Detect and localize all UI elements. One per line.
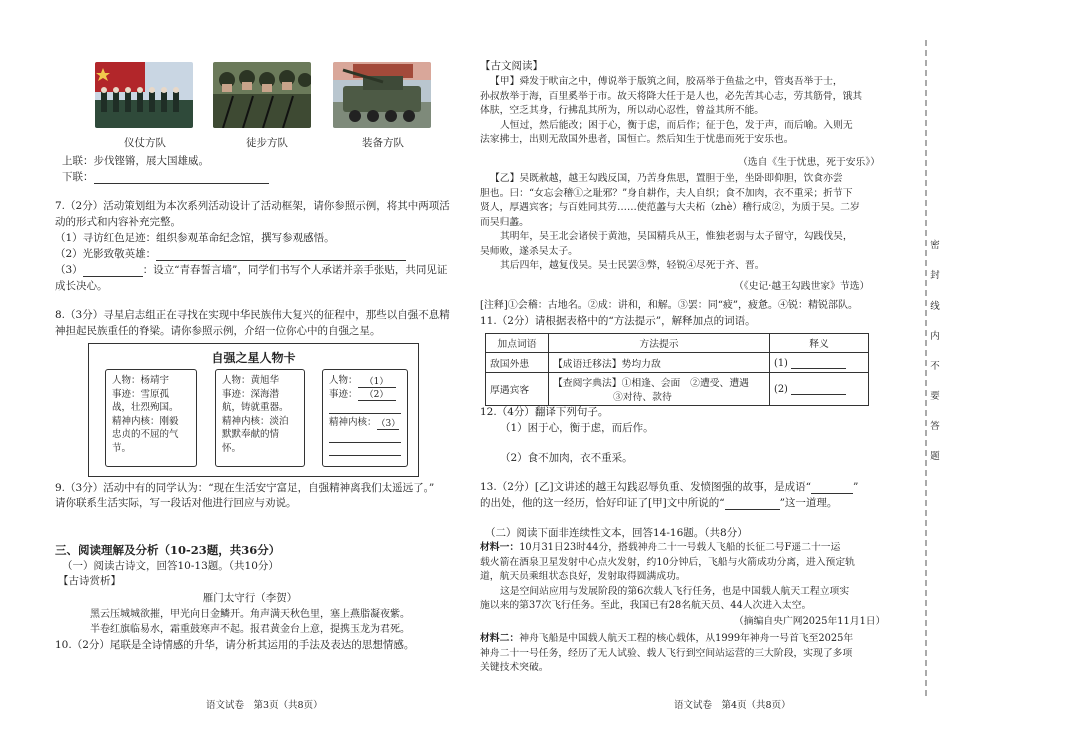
q13-line-2-text: 的出处，他的这一经历，恰好印证了[甲]文中所说的“: [480, 497, 725, 509]
card-3-spirit-row: [329, 416, 401, 430]
m1-line-1: [480, 541, 855, 556]
m2-label: 材料二：: [480, 633, 520, 644]
text-yi: [480, 172, 860, 274]
q9-stem-2: 请你联系生活实际，写一段话对他进行回应与劝说。: [55, 497, 297, 509]
seal-char: 题: [930, 451, 940, 462]
card-1-spirit-3: 节。: [112, 442, 132, 454]
answer-2-label: (2): [774, 384, 788, 395]
m2-line-1-text: 神舟飞船是中国载人航天工程的核心载体，从1999年神舟一号首飞至2025年: [519, 633, 854, 644]
q8-stem-1: 8.（3分）寻星启志组正在寻找在实现中华民族伟大复兴的征程中，那些以自强不息精: [55, 309, 450, 321]
yi-line-6: 吴师败，遂杀吴太子。: [480, 245, 578, 257]
q10-stem: 10.（2分）尾联是全诗情感的升华，请分析其运用的手法及表达的思想情感。: [55, 639, 415, 651]
q13-principle-blank[interactable]: [725, 498, 780, 510]
jia-line-2: 孙叔敖举于海，百里奚举于市。故天将降大任于是人也，必先苦其心志，劳其筋骨，饿其: [480, 90, 863, 102]
table-row: [486, 373, 869, 406]
table-header-meaning: 释义: [770, 334, 869, 353]
seal-char: 线: [930, 301, 940, 312]
table-row: [486, 353, 869, 373]
card-2-spirit-3: 怀。: [222, 442, 242, 454]
m1-line-1-text: 10月31日23时44分，搭载神舟二十一号载人飞船的长征二号F遥二十一运: [519, 542, 841, 553]
section-3-heading: 三、阅读理解及分析（10-23题，共36分）: [55, 543, 281, 557]
table-cell-method-2-line-1: 【查阅字典法】①相逢、会面 ②遭受、遭遇: [553, 378, 749, 389]
card-title: 自强之星人物卡: [211, 351, 296, 365]
caption-honor-guard: 仪仗方队: [124, 137, 166, 149]
q7-item-3-text: ：设立“青春誓言墙”，同学们书写个人承诺并亲手张贴，共同见证: [142, 264, 448, 276]
m1-line-4: 这是空间站应用与发展阶段的第6次载人飞行任务，也是中国载人航天工程立项实: [500, 585, 850, 597]
text-jia: [480, 75, 862, 148]
table-header-method: 方法提示: [549, 334, 770, 353]
yi-label: 【乙】: [490, 173, 520, 184]
poem-line-2: 半卷红旗临易水，霜重鼓寒声不起。报君黄金台上意，提携玉龙为君死。: [90, 624, 410, 635]
m2-line-2: 神舟二十一号任务，经历了无人试验、载人飞行到空间站运营的三大阶段，实现了多项: [480, 647, 853, 659]
card-1-name: 人物：杨靖宇: [112, 375, 170, 386]
poem-line-1: 黑云压城城欲摧，甲光向日金鳞开。角声满天秋色里，塞上燕脂凝夜紫。: [90, 609, 410, 620]
q7-item-3-blank[interactable]: [83, 265, 143, 277]
answer-1-blank[interactable]: [791, 357, 846, 369]
m2-line-3: 关键技术突破。: [480, 662, 549, 673]
jia-source: （选自《生于忧患，死于安乐》）: [738, 157, 881, 168]
table-cell-meaning-2[interactable]: [770, 373, 869, 406]
card-2-spirit-2: 默默奉献的情: [222, 429, 280, 440]
card-3-spirit-blank[interactable]: （3）: [376, 418, 401, 429]
q13-line-1: [480, 481, 858, 494]
yi-source: （《史记·越王勾践世家》节选）: [734, 281, 870, 292]
table-cell-word-1: 敌国外患: [486, 353, 549, 373]
m2-line-1: [480, 632, 853, 647]
card-3-deed-label: 事迹：: [329, 388, 358, 400]
q12-stem: 12.（4分）翻译下列句子。: [480, 406, 609, 418]
m1-source: （摘编自央广网2025年11月1日）: [734, 616, 886, 627]
jia-line-1: [480, 75, 862, 90]
sub-section-2: （二）阅读下面非连续性文本，回答14-16题。（共8分）: [485, 527, 748, 539]
card-1-spirit-2: 忠贞的不屈的气: [112, 429, 179, 440]
jia-line-4: 人恒过，然后能改；困于心，衡于虑，而后作；征于色，发于声，而后喻。入则无: [500, 119, 853, 131]
yi-line-4: 而吴归蠡。: [480, 216, 529, 228]
couplet-up: 上联：步伐铿锵，展大国雄威。: [62, 155, 209, 167]
jia-label: 【甲】: [490, 76, 520, 87]
q7-stem-2: 动的形式和内容补充完整。: [55, 216, 181, 228]
couplet-down-blank[interactable]: [94, 172, 269, 184]
yi-line-7: 其后四年，越复伐吴。吴士民罢③弊，轻锐④尽死于齐、晋。: [500, 260, 765, 271]
q13-line-1-text: 13.（2分）[乙]文讲述的越王勾践忍辱负重、发愤图强的故事，是成语“: [480, 481, 811, 493]
seal-char: 封: [930, 270, 940, 281]
card-3-spirit-line-2[interactable]: [329, 443, 401, 456]
classical-tag: 【古文阅读】: [480, 60, 543, 72]
answer-1-label: (1): [774, 357, 788, 369]
card-3-deed-blank[interactable]: （2）: [358, 389, 396, 401]
m1-label: 材料一：: [480, 542, 520, 553]
table-cell-method-2: [549, 373, 770, 406]
footer-left: 语文试卷 第3页（共8页）: [206, 700, 323, 711]
poem-title: 雁门太守行（李贺）: [202, 592, 298, 604]
card-1-spirit: 精神内核：刚毅: [112, 415, 179, 427]
strong-star-card: [88, 343, 419, 477]
card-3-name-blank[interactable]: （1）: [358, 376, 396, 388]
yi-line-3: 贤人，厚遇宾客；与百姓同其劳……使范蠡与大夫柘（zhè）稽行成②，为质于吴。二岁: [480, 202, 860, 213]
table-cell-word-2: 厚遇宾客: [486, 373, 549, 406]
seal-char: 要: [930, 391, 940, 402]
card-2-deed-2: 航，铸就重器。: [222, 402, 289, 413]
q7-item-3: [55, 264, 447, 277]
card-3-name-label: 人物：: [329, 375, 358, 386]
couplet-down: [62, 171, 269, 184]
card-3-deed-row: [329, 388, 401, 402]
q12-item-1: （1）困于心，衡于虑，而后作。: [500, 422, 654, 434]
card-3-spirit-label: 精神内核：: [329, 417, 377, 428]
material-1: [480, 541, 855, 614]
yi-line-1-text: 吴既赦越，越王勾践反国，乃苦身焦思，置胆于坐，坐卧即仰胆，饮食亦尝: [519, 173, 843, 184]
m1-line-2: 载火箭在酒泉卫星发射中心点火发射，约10分钟后，飞船与火箭成功分离，进入预定轨: [480, 556, 855, 568]
m1-line-3: 道，航天员乘组状态良好，发射取得圆满成功。: [480, 571, 686, 582]
q8-stem-2: 神担起民族重任的脊梁。请你参照示例，介绍一位你心中的自强之星。: [55, 325, 381, 337]
seal-line-strip: [922, 40, 944, 700]
q11-stem: 11.（2分）请根据表格中的“方法提示”，解释加点的词语。: [480, 315, 756, 327]
couplet-down-label: 下联：: [62, 171, 94, 183]
card-3-spirit-line-1[interactable]: [329, 430, 401, 443]
table-cell-method-2-line-2: ③对待、款待: [613, 392, 672, 403]
q13-idiom-blank[interactable]: [811, 482, 853, 494]
q13-line-2-end: ”这一道理。: [779, 497, 838, 509]
q13-line-1-end: ”: [852, 481, 859, 493]
card-2-spirit: 精神内核：淡泊: [222, 415, 289, 427]
card-person-2: [215, 369, 305, 467]
seal-char: 答: [930, 421, 940, 432]
q7-item-1: （1）寻访红色足迹：组织参观革命纪念馆，撰写参观感悟。: [55, 232, 335, 244]
annotation: [注释]①会稽：古地名。②成：讲和，和解。③罢：同“疲”，疲惫。④锐：精锐部队。: [480, 300, 859, 311]
q7-stem-1: 7.（2分）活动策划组为本次系列活动设计了活动框架，请你参照示例，将其中两项活: [55, 200, 450, 212]
q7-item-3-prefix: （3）: [55, 264, 83, 276]
q7-item-2-blank[interactable]: [156, 249, 406, 261]
poem-tag: 【古诗赏析】: [58, 575, 121, 587]
card-1-deed-2: 战，壮烈殉国。: [112, 402, 179, 413]
yi-line-1: [480, 172, 860, 187]
caption-foot-troops: 徒步方队: [246, 137, 288, 149]
answer-2-blank[interactable]: [791, 383, 846, 395]
jia-line-1-text: 舜发于畎亩之中，傅说举于版筑之间，胶鬲举于鱼盐之中，管夷吾举于士，: [519, 76, 843, 87]
material-2: [480, 632, 853, 676]
q11-table: [485, 333, 869, 406]
q7-item-2: [55, 248, 406, 261]
seal-char: 内: [930, 331, 940, 342]
caption-equipment: 装备方队: [362, 137, 404, 149]
table-cell-meaning-1[interactable]: [770, 353, 869, 373]
photo-equipment: [333, 62, 431, 128]
photo-foot-troops: [213, 62, 311, 128]
card-3-name-row: [329, 374, 401, 388]
m1-line-5: 施以来的第37次飞行任务。至此，我国已有28名航天员、44人次进入太空。: [480, 600, 812, 611]
card-1-deed: 事迹：雪原孤: [112, 388, 170, 400]
seal-char: 密: [930, 240, 940, 251]
photo-honor-guard: [95, 62, 193, 128]
card-person-1: [105, 369, 197, 467]
q7-item-3-end: 成长决心。: [55, 280, 108, 292]
seal-char: 不: [930, 361, 940, 372]
q13-line-2: [480, 497, 837, 510]
footer-right: 语文试卷 第4页（共8页）: [674, 700, 791, 711]
yi-line-5: 其明年，吴王北会诸侯于黄池，吴国精兵从王，惟独老弱与太子留守，勾践伐吴，: [500, 231, 853, 242]
card-2-deed: 事迹：深海潜: [222, 388, 280, 400]
q7-item-2-text: （2）光影致敬英雄：: [55, 248, 157, 260]
q9-stem-1: 9.（3分）活动中有的同学认为：“现在生活安宁富足，自强精神离我们太遥远了。”: [55, 482, 435, 494]
card-3-deed-line[interactable]: [329, 401, 401, 414]
card-person-3: [322, 369, 408, 467]
jia-line-3: 体肤，空乏其身，行拂乱其所为，所以动心忍性，曾益其所不能。: [480, 105, 765, 116]
table-header-word: 加点词语: [486, 334, 549, 353]
q12-item-2: （2）食不加肉，衣不重采。: [500, 452, 633, 464]
yi-line-2: 胆也。曰：“女忘会稽①之耻邪？”身自耕作，夫人自织；食不加肉，衣不重采；折节下: [480, 187, 853, 199]
card-2-name: 人物：黄旭华: [222, 375, 280, 386]
table-cell-method-1: 【成语迁移法】势均力敌: [549, 353, 770, 373]
sub-section-1: （一）阅读古诗文，回答10-13题。（共10分）: [62, 560, 279, 572]
table-header-row: [486, 334, 869, 353]
jia-line-5: 法家拂士，出则无敌国外患者，国恒亡。然后知生于忧患而死于安乐也。: [480, 134, 794, 145]
